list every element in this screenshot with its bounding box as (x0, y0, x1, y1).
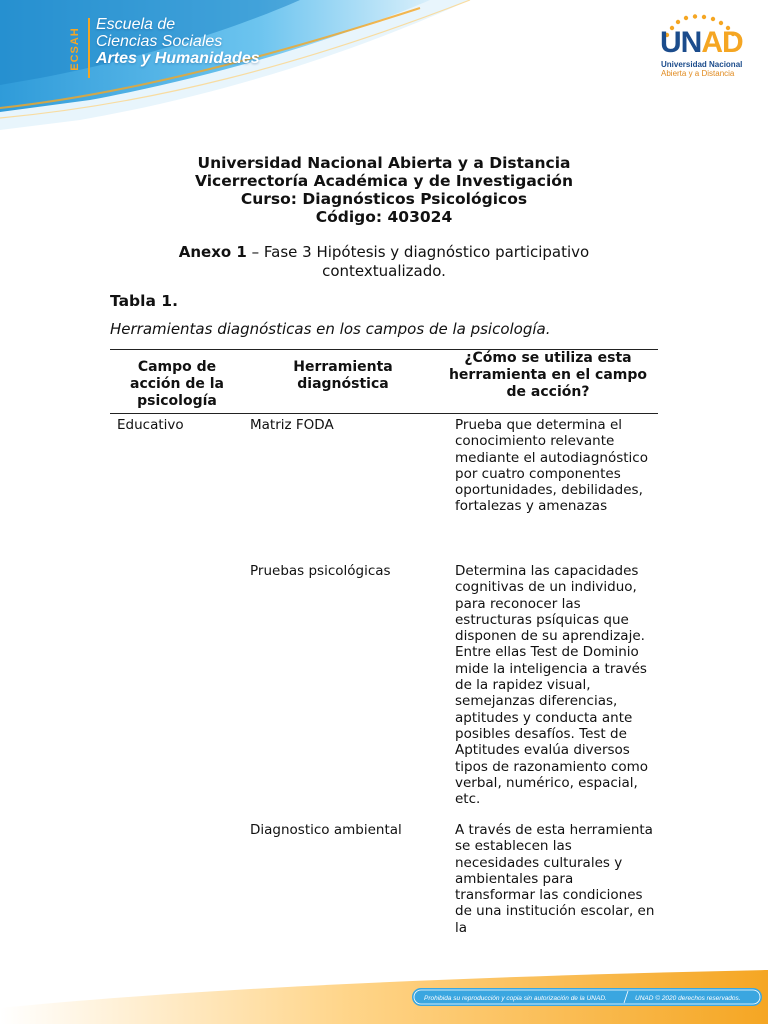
title-line-course: Curso: Diagnósticos Psicológicos (240, 190, 528, 208)
annex-text: – Fase 3 Hipótesis y diagnóstico participativo contextualizado. (246, 243, 590, 280)
school-name-line3: Artes y Humanidades (96, 50, 260, 67)
unad-logo-wordmark: UNAD (660, 26, 743, 59)
table-cell-uso: Determina las capacidades cognitivas de un individuo, para reconocer las estructuras psíquicas que disponen de su aprendizaje. Entre ellas Test de Dominio mide la inteligencia a través de la rapidez visual, semejanzas diferencias, aptitudes y conducta ante posibles desafíos. Test de Aptitudes evalúa diversos tipos de razonamiento como verbal, numérico, espacial, etc. (455, 563, 649, 808)
annex-label: Anexo 1 (178, 243, 247, 261)
table-header-herramienta: Herramienta diagnóstica (293, 359, 393, 392)
unad-logo-subtitle-1: Universidad Nacional (661, 60, 743, 69)
title-line-university: Universidad Nacional Abierta y a Distancia (197, 154, 571, 172)
school-name-line2: Ciencias Sociales (96, 33, 223, 50)
footer-copyright: UNAD © 2020 derechos reservados. (635, 995, 741, 1002)
unad-logo-subtitle-2: Abierta y a Distancia (661, 69, 735, 78)
table-caption: Herramientas diagnósticas en los campos de la psicología. (110, 320, 551, 338)
table-number-label: Tabla 1. (110, 292, 178, 310)
title-line-vicerrectoria: Vicerrectoría Académica y de Investigación (195, 172, 573, 190)
document-title (0, 154, 768, 226)
table-cell-uso: Prueba que determina el conocimiento relevante mediante el autodiagnóstico por cuatro componentes oportunidades, debilidades, fortalezas y amenazas (455, 417, 648, 515)
ecsah-divider (88, 18, 90, 78)
table-cell-herramienta: Pruebas psicológicas (250, 563, 391, 579)
table-cell-herramienta: Matriz FODA (250, 417, 334, 433)
ecsah-vertical-label: ECSAH (69, 27, 82, 71)
school-name (96, 16, 260, 67)
footer-notice: Prohibida su reproducción y copia sin autorización de la UNAD. (424, 995, 607, 1002)
table-cell-campo: Educativo (117, 417, 184, 433)
table-header-rule (110, 413, 658, 414)
annex-heading (150, 243, 618, 281)
table-header-uso: ¿Cómo se utiliza esta herramienta en el campo de acción? (448, 350, 648, 400)
school-name-line1: Escuela de (96, 16, 176, 33)
table-cell-herramienta: Diagnostico ambiental (250, 822, 402, 838)
page-header (0, 0, 768, 135)
title-line-code: Código: 403024 (315, 208, 453, 226)
table-header-campo: Campo de acción de la psicología (130, 359, 224, 409)
table-cell-uso: A través de esta herramienta se establecen las necesidades culturales y ambientales para transformar las condiciones de una institución escolar, en la (455, 822, 655, 936)
